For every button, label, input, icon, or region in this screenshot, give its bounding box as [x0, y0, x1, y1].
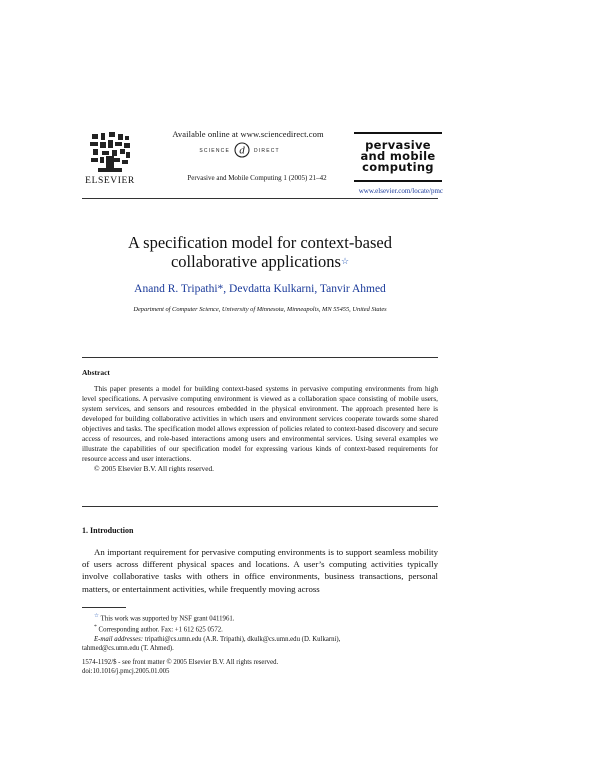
publisher-name: ELSEVIER [85, 176, 135, 186]
footnote-funding-mark: ☆ [94, 613, 100, 619]
footnote-emails [82, 635, 438, 644]
footnote-corresponding-mark: * [94, 624, 97, 631]
elsevier-tree-icon [88, 130, 132, 174]
journal-citation: Pervasive and Mobile Computing 1 (2005) 21–42 [187, 174, 327, 182]
introduction-text: An important requirement for pervasive computing environments is to support seamless mobility of users across different physical spaces and locations. A user’s computing activities typically involve collaborative tasks with others in office environments, business transactions, personal matters, or entertainment activities, while frequently moving across [82, 547, 438, 594]
doi-line[interactable]: doi:10.1016/j.pmcj.2005.01.005 [82, 668, 170, 675]
abstract-copyright: © 2005 Elsevier B.V. All rights reserved. [94, 464, 214, 473]
journal-logo-line-3: computing [362, 160, 434, 174]
sciencedirect-d-letter: d [239, 144, 245, 157]
footnote-corresponding-text: Corresponding author. Fax: +1 612 625 0572. [98, 626, 223, 634]
footnote-funding [82, 612, 438, 623]
elsevier-logo [82, 130, 138, 186]
email-label: E-mail addresses: [94, 635, 144, 643]
introduction-body [82, 546, 438, 595]
sciencedirect-right-text: DIRECT [254, 148, 280, 154]
journal-logo-line-1: pervasive [365, 138, 431, 152]
email-addresses-line-2[interactable]: tahmed@cs.umn.edu (T. Ahmed). [82, 644, 174, 652]
footnote-funding-text: This work was supported by NSF grant 0411961. [100, 615, 235, 623]
title-footnote-mark[interactable]: ☆ [340, 256, 350, 266]
abstract-bottom-divider [82, 506, 438, 507]
title-line-1: A specification model for context-based [128, 233, 392, 252]
issn-line: 1574-1192/$ - see front matter © 2005 Elsevier B.V. All rights reserved. [82, 659, 279, 666]
header-divider [82, 198, 438, 199]
footnote-divider [82, 607, 126, 608]
abstract-top-divider [82, 357, 438, 358]
sciencedirect-logo [196, 141, 306, 159]
publisher-info [82, 658, 438, 676]
available-online-text: Available online at www.sciencedirect.com [172, 129, 324, 139]
paper-title [80, 233, 440, 271]
abstract-text: This paper presents a model for building context-based systems in pervasive computing environments from high level specifications. A pervasive computing environment is viewed as a collaboration space consisting of mobile users, system services, and sensors and resources embedded in the physical environment. The approach presented here is developed for building collaborative activities in which users and environment services cooperate towards some shared objectives and tasks. The specification model allows expression of policies related to context-based discovery and secure access of resources, and role-based interactions among users and environmental services. Using several examples we illustrate the capabilities of our specification model for expressing various kinds of context-based requirements for resource access and user interactions. [82, 384, 438, 463]
footnotes [82, 612, 438, 653]
title-line-2: collaborative applications [170, 252, 341, 271]
sciencedirect-left-text: SCIENCE [199, 148, 230, 154]
footnote-corresponding [82, 623, 438, 634]
journal-logo-line-2: and mobile [360, 149, 436, 163]
email-addresses-line-1[interactable]: tripathi@cs.umn.edu (A.R. Tripathi), dkulk@cs.umn.edu (D. Kulkarni), [144, 635, 341, 643]
affiliation: Department of Computer Science, University of Minnesota, Minneapolis, MN 55455, United States [133, 306, 387, 313]
authors-line: Anand R. Tripathi*, Devdatta Kulkarni, Tanvir Ahmed [134, 283, 386, 295]
abstract-body [82, 384, 438, 474]
journal-url-link[interactable]: www.elsevier.com/locate/pmc [358, 187, 443, 195]
section-heading-introduction: 1. Introduction [82, 526, 134, 535]
abstract-heading: Abstract [82, 368, 110, 377]
journal-logo [354, 132, 442, 182]
